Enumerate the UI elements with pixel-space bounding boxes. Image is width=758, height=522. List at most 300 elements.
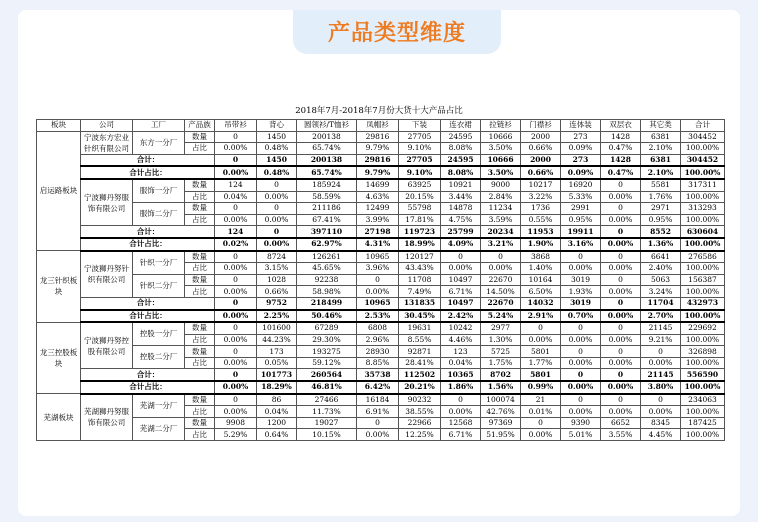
- pct-cell: 28.41%: [399, 357, 441, 369]
- qty-cell: 0: [357, 274, 399, 286]
- pct-cell: 4.63%: [357, 191, 399, 203]
- qty-cell: 10965: [357, 251, 399, 263]
- column-header: 双层衣: [601, 120, 641, 132]
- pct-cell: 0.04%: [215, 191, 257, 203]
- subtotal-qty-cell: 0: [601, 226, 641, 238]
- qty-cell: 1428: [601, 131, 641, 143]
- qty-cell: 304452: [681, 131, 725, 143]
- pct-cell: 0.66%: [257, 286, 297, 298]
- pct-cell: 5.33%: [561, 191, 601, 203]
- pct-cell: 42.76%: [481, 406, 521, 418]
- subtotal-qty-cell: 5801: [521, 369, 561, 381]
- pct-cell: 6.71%: [441, 429, 481, 441]
- pct-cell: 0.00%: [357, 286, 399, 298]
- subtotal-pct-cell: 1.56%: [481, 381, 521, 394]
- subtotal-label: 合计：: [81, 369, 215, 381]
- subtotal-qty-cell: 0: [257, 226, 297, 238]
- subtotal-row: [37, 297, 725, 309]
- subtotal-pct-cell: 0.09%: [561, 166, 601, 179]
- subtotal-qty-cell: 131835: [399, 297, 441, 309]
- subtotal-pct-cell: 0.66%: [521, 166, 561, 179]
- pct-cell: 0.00%: [601, 406, 641, 418]
- pct-cell: 44.23%: [257, 334, 297, 346]
- subtotal-pct-cell: 3.21%: [481, 238, 521, 251]
- qty-cell: 92238: [297, 274, 357, 286]
- factory-cell: 芜湖二分厂: [133, 417, 185, 440]
- qty-cell: 313293: [681, 203, 725, 215]
- subtotal-qty-cell: 24595: [441, 154, 481, 166]
- table-title: 2018年7月-2018年7月份大货十大产品占比: [295, 106, 463, 116]
- subtotal-qty-cell: 19911: [561, 226, 601, 238]
- pct-cell: 0.66%: [521, 143, 561, 155]
- pct-cell: 2.40%: [641, 263, 681, 275]
- metric-label: 占比: [185, 406, 215, 418]
- subtotal-pct-cell: 18.99%: [399, 238, 441, 251]
- subtotal-pct-cell: 0.70%: [561, 310, 601, 323]
- qty-cell: 11234: [481, 203, 521, 215]
- qty-cell: 229692: [681, 322, 725, 334]
- subtotal-pct-cell: 46.81%: [297, 381, 357, 394]
- pct-cell: 0.00%: [561, 406, 601, 418]
- board-cell: 龙三控股板块: [37, 322, 81, 394]
- qty-cell: 21145: [641, 322, 681, 334]
- subtotal-pct-cell: 100.00%: [681, 166, 725, 179]
- subtotal-qty-cell: 630604: [681, 226, 725, 238]
- subtotal-pct-cell: 100.00%: [681, 310, 725, 323]
- subtotal-pct-cell: 1.86%: [441, 381, 481, 394]
- pct-cell: 12.25%: [399, 429, 441, 441]
- pct-cell: 17.81%: [399, 214, 441, 226]
- qty-cell: 0: [215, 274, 257, 286]
- qty-cell: 2991: [561, 203, 601, 215]
- subtotal-pct-cell: 3.16%: [561, 238, 601, 251]
- subtotal-pct-cell: 9.79%: [357, 166, 399, 179]
- pct-cell: 51.95%: [481, 429, 521, 441]
- factory-cell: 服饰一分厂: [133, 179, 185, 203]
- subtotal-qty-cell: 1428: [601, 154, 641, 166]
- pct-cell: 1.76%: [641, 191, 681, 203]
- qty-cell: 0: [521, 322, 561, 334]
- metric-label: 占比: [185, 334, 215, 346]
- pct-cell: 0.04%: [441, 357, 481, 369]
- pct-cell: 10.15%: [297, 429, 357, 441]
- qty-cell: 0: [215, 203, 257, 215]
- qty-cell: 2000: [521, 131, 561, 143]
- qty-cell: 0: [601, 394, 641, 406]
- pct-cell: 45.65%: [297, 263, 357, 275]
- qty-cell: 0: [641, 394, 681, 406]
- subtotal-qty-cell: 10497: [441, 297, 481, 309]
- subtotal-qty-cell: 3019: [561, 297, 601, 309]
- pct-cell: 3.44%: [441, 191, 481, 203]
- column-header: 圆领衫/T恤衫: [297, 120, 357, 132]
- metric-label: 数量: [185, 322, 215, 334]
- subtotal-pct-cell: 3.50%: [481, 166, 521, 179]
- pct-cell: 58.98%: [297, 286, 357, 298]
- subtotal-pct-cell: 0.00%: [601, 310, 641, 323]
- qty-cell: 24595: [441, 131, 481, 143]
- qty-cell: 0: [561, 394, 601, 406]
- subtotal-pct-cell: 6.42%: [357, 381, 399, 394]
- pct-cell: 1.77%: [521, 357, 561, 369]
- pct-cell: 0.55%: [521, 214, 561, 226]
- qty-cell: 86: [257, 394, 297, 406]
- board-cell: 芜湖板块: [37, 394, 81, 441]
- subtotal-pct-cell: 1.90%: [521, 238, 561, 251]
- qty-cell: 6641: [641, 251, 681, 263]
- qty-cell: 126261: [297, 251, 357, 263]
- subtotal-qty-cell: 0: [215, 297, 257, 309]
- metric-label: 数量: [185, 274, 215, 286]
- table-row: [37, 346, 725, 358]
- qty-cell: 6381: [641, 131, 681, 143]
- column-header: 连体装: [561, 120, 601, 132]
- factory-cell: 控股一分厂: [133, 322, 185, 346]
- qty-cell: 211186: [297, 203, 357, 215]
- subtotal-share-row: [37, 166, 725, 179]
- subtotal-qty-cell: 10365: [441, 369, 481, 381]
- qty-cell: 8345: [641, 417, 681, 429]
- subtotal-pct-cell: 1.36%: [641, 238, 681, 251]
- pct-cell: 0.00%: [215, 263, 257, 275]
- pct-cell: 0.00%: [481, 263, 521, 275]
- subtotal-label: 合计：: [81, 226, 215, 238]
- subtotal-qty-cell: 397110: [297, 226, 357, 238]
- header-row: [37, 120, 725, 132]
- pct-cell: 65.74%: [297, 143, 357, 155]
- pct-cell: 3.99%: [357, 214, 399, 226]
- pct-cell: 0.00%: [601, 191, 641, 203]
- qty-cell: 14699: [357, 179, 399, 191]
- qty-cell: 0: [215, 346, 257, 358]
- subtotal-qty-cell: 0: [601, 369, 641, 381]
- pct-cell: 4.46%: [441, 334, 481, 346]
- pct-cell: 3.55%: [601, 429, 641, 441]
- qty-cell: 21: [521, 394, 561, 406]
- subtotal-pct-cell: 20.21%: [399, 381, 441, 394]
- subtotal-pct-cell: 0.02%: [215, 238, 257, 251]
- pct-cell: 0.00%: [561, 357, 601, 369]
- table-row: [37, 417, 725, 429]
- subtotal-qty-cell: 432973: [681, 297, 725, 309]
- subtotal-pct-cell: 0.00%: [215, 310, 257, 323]
- company-cell: 宁波狮丹努服饰有限公司: [81, 179, 133, 226]
- subtotal-pct-cell: 5.24%: [481, 310, 521, 323]
- subtotal-qty-cell: 27705: [399, 154, 441, 166]
- subtotal-row: [37, 226, 725, 238]
- subtotal-label: 合计：: [81, 154, 215, 166]
- subtotal-qty-cell: 21145: [641, 369, 681, 381]
- subtotal-share-label: 合计占比：: [81, 381, 215, 394]
- qty-cell: 6808: [357, 322, 399, 334]
- pct-cell: 9.79%: [357, 143, 399, 155]
- pct-cell: 11.73%: [297, 406, 357, 418]
- qty-cell: 19027: [297, 417, 357, 429]
- qty-cell: 3019: [561, 274, 601, 286]
- factory-cell: 服饰二分厂: [133, 203, 185, 226]
- column-header: 产品族: [185, 120, 215, 132]
- pct-cell: 3.59%: [481, 214, 521, 226]
- qty-cell: 0: [441, 394, 481, 406]
- qty-cell: 120127: [399, 251, 441, 263]
- table-row: [37, 274, 725, 286]
- pct-cell: 0.00%: [601, 286, 641, 298]
- qty-cell: 5725: [481, 346, 521, 358]
- qty-cell: 90232: [399, 394, 441, 406]
- qty-cell: 9000: [481, 179, 521, 191]
- pct-cell: 0.00%: [441, 263, 481, 275]
- column-header: 连衣裙: [441, 120, 481, 132]
- subtotal-qty-cell: 0: [215, 369, 257, 381]
- pct-cell: 9.21%: [641, 334, 681, 346]
- title-badge: [293, 10, 501, 54]
- pct-cell: 29.30%: [297, 334, 357, 346]
- pct-cell: 2.96%: [357, 334, 399, 346]
- pct-cell: 1.30%: [481, 334, 521, 346]
- qty-cell: 10497: [441, 274, 481, 286]
- pct-cell: 3.96%: [357, 263, 399, 275]
- pct-cell: 0.00%: [215, 406, 257, 418]
- pct-cell: 0.00%: [601, 263, 641, 275]
- subtotal-row: [37, 154, 725, 166]
- qty-cell: 187425: [681, 417, 725, 429]
- pct-cell: 100.00%: [681, 214, 725, 226]
- qty-cell: 0: [601, 322, 641, 334]
- qty-cell: 19631: [399, 322, 441, 334]
- pct-cell: 0.00%: [641, 406, 681, 418]
- subtotal-qty-cell: 556590: [681, 369, 725, 381]
- qty-cell: 10217: [521, 179, 561, 191]
- subtotal-pct-cell: 100.00%: [681, 381, 725, 394]
- pct-cell: 59.12%: [297, 357, 357, 369]
- qty-cell: 5581: [641, 179, 681, 191]
- qty-cell: 0: [215, 394, 257, 406]
- qty-cell: 10666: [481, 131, 521, 143]
- qty-cell: 0: [481, 251, 521, 263]
- qty-cell: 16920: [561, 179, 601, 191]
- subtotal-pct-cell: 0.00%: [215, 166, 257, 179]
- qty-cell: 0: [601, 203, 641, 215]
- table-row: [37, 131, 725, 143]
- factory-cell: 控股二分厂: [133, 346, 185, 369]
- pct-cell: 3.24%: [641, 286, 681, 298]
- pct-cell: 8.55%: [399, 334, 441, 346]
- company-cell: 宁波狮丹努控股有限公司: [81, 322, 133, 369]
- pct-cell: 7.49%: [399, 286, 441, 298]
- qty-cell: 5063: [641, 274, 681, 286]
- qty-cell: 5801: [521, 346, 561, 358]
- subtotal-qty-cell: 1450: [257, 154, 297, 166]
- subtotal-share-label: 合计占比：: [81, 166, 215, 179]
- metric-label: 占比: [185, 263, 215, 275]
- subtotal-qty-cell: 22670: [481, 297, 521, 309]
- subtotal-qty-cell: 10666: [481, 154, 521, 166]
- pct-cell: 9.10%: [399, 143, 441, 155]
- pct-cell: 20.15%: [399, 191, 441, 203]
- metric-label: 占比: [185, 143, 215, 155]
- subtotal-qty-cell: 200138: [297, 154, 357, 166]
- pct-cell: 14.50%: [481, 286, 521, 298]
- column-header: 公司: [81, 120, 133, 132]
- subtotal-pct-cell: 65.74%: [297, 166, 357, 179]
- subtotal-pct-cell: 2.10%: [641, 166, 681, 179]
- pct-cell: 67.41%: [297, 214, 357, 226]
- qty-cell: 0: [215, 131, 257, 143]
- qty-cell: 1028: [257, 274, 297, 286]
- subtotal-pct-cell: 0.00%: [601, 238, 641, 251]
- pct-cell: 6.71%: [441, 286, 481, 298]
- pct-cell: 100.00%: [681, 191, 725, 203]
- factory-cell: 芜湖一分厂: [133, 394, 185, 418]
- pct-cell: 58.59%: [297, 191, 357, 203]
- subtotal-qty-cell: 20234: [481, 226, 521, 238]
- subtotal-qty-cell: 260564: [297, 369, 357, 381]
- subtotal-pct-cell: 0.47%: [601, 166, 641, 179]
- pct-cell: 8.08%: [441, 143, 481, 155]
- pct-cell: 100.00%: [681, 286, 725, 298]
- qty-cell: 27705: [399, 131, 441, 143]
- metric-label: 占比: [185, 286, 215, 298]
- qty-cell: 1736: [521, 203, 561, 215]
- subtotal-qty-cell: 8702: [481, 369, 521, 381]
- pct-cell: 43.43%: [399, 263, 441, 275]
- subtotal-share-label: 合计占比：: [81, 310, 215, 323]
- subtotal-pct-cell: 0.99%: [521, 381, 561, 394]
- pct-cell: 2.84%: [481, 191, 521, 203]
- qty-cell: 0: [561, 322, 601, 334]
- pct-cell: 4.45%: [641, 429, 681, 441]
- subtotal-qty-cell: 29816: [357, 154, 399, 166]
- company-cell: 芜湖狮丹努服饰有限公司: [81, 394, 133, 441]
- pct-cell: 0.48%: [257, 143, 297, 155]
- table-body: [37, 120, 725, 441]
- qty-cell: 200138: [297, 131, 357, 143]
- pct-cell: 0.00%: [601, 334, 641, 346]
- subtotal-qty-cell: 0: [215, 154, 257, 166]
- pct-cell: 0.00%: [641, 357, 681, 369]
- subtotal-qty-cell: 27198: [357, 226, 399, 238]
- subtotal-pct-cell: 62.97%: [297, 238, 357, 251]
- company-cell: 宁波东方宏业针织有限公司: [81, 131, 133, 154]
- subtotal-row: [37, 369, 725, 381]
- pct-cell: 0.00%: [257, 214, 297, 226]
- pct-cell: 0.95%: [561, 214, 601, 226]
- subtotal-pct-cell: 9.10%: [399, 166, 441, 179]
- subtotal-share-row: [37, 238, 725, 251]
- pct-cell: 2.10%: [641, 143, 681, 155]
- qty-cell: 2971: [641, 203, 681, 215]
- subtotal-qty-cell: 0: [561, 369, 601, 381]
- subtotal-pct-cell: 2.42%: [441, 310, 481, 323]
- qty-cell: 0: [561, 346, 601, 358]
- subtotal-qty-cell: 9752: [257, 297, 297, 309]
- pct-cell: 0.05%: [257, 357, 297, 369]
- pct-cell: 0.95%: [641, 214, 681, 226]
- page-title: 产品类型维度: [327, 21, 466, 46]
- product-share-table: [36, 119, 725, 441]
- qty-cell: 11708: [399, 274, 441, 286]
- table-row: [37, 203, 725, 215]
- pct-cell: 0.01%: [521, 406, 561, 418]
- pct-cell: 0.47%: [601, 143, 641, 155]
- qty-cell: 156387: [681, 274, 725, 286]
- pct-cell: 3.50%: [481, 143, 521, 155]
- qty-cell: 55798: [399, 203, 441, 215]
- qty-cell: 0: [601, 251, 641, 263]
- pct-cell: 0.00%: [601, 357, 641, 369]
- qty-cell: 0: [641, 346, 681, 358]
- pct-cell: 0.64%: [257, 429, 297, 441]
- qty-cell: 193275: [297, 346, 357, 358]
- table-row: [37, 179, 725, 191]
- metric-label: 数量: [185, 179, 215, 191]
- qty-cell: 0: [215, 251, 257, 263]
- subtotal-qty-cell: 112502: [399, 369, 441, 381]
- subtotal-pct-cell: 4.31%: [357, 238, 399, 251]
- pct-cell: 1.40%: [521, 263, 561, 275]
- qty-cell: 1450: [257, 131, 297, 143]
- qty-cell: 97369: [481, 417, 521, 429]
- subtotal-qty-cell: 14032: [521, 297, 561, 309]
- qty-cell: 124: [215, 179, 257, 191]
- qty-cell: 0: [561, 251, 601, 263]
- metric-label: 占比: [185, 429, 215, 441]
- pct-cell: 0.00%: [561, 263, 601, 275]
- pct-cell: 100.00%: [681, 334, 725, 346]
- column-header: 凤帽衫: [357, 120, 399, 132]
- subtotal-qty-cell: 304452: [681, 154, 725, 166]
- factory-cell: 针织二分厂: [133, 274, 185, 297]
- pct-cell: 6.91%: [357, 406, 399, 418]
- subtotal-pct-cell: 0.00%: [601, 381, 641, 394]
- qty-cell: 173: [257, 346, 297, 358]
- metric-label: 占比: [185, 357, 215, 369]
- pct-cell: 0.00%: [215, 357, 257, 369]
- qty-cell: 22670: [481, 274, 521, 286]
- qty-cell: 29816: [357, 131, 399, 143]
- pct-cell: 1.93%: [561, 286, 601, 298]
- pct-cell: 0.09%: [561, 143, 601, 155]
- pct-cell: 8.85%: [357, 357, 399, 369]
- subtotal-pct-cell: 8.08%: [441, 166, 481, 179]
- subtotal-qty-cell: 8552: [641, 226, 681, 238]
- subtotal-qty-cell: 35738: [357, 369, 399, 381]
- qty-cell: 10921: [441, 179, 481, 191]
- subtotal-pct-cell: 50.46%: [297, 310, 357, 323]
- subtotal-share-row: [37, 381, 725, 394]
- subtotal-pct-cell: 0.00%: [215, 381, 257, 394]
- table-row: [37, 251, 725, 263]
- column-header: 背心: [257, 120, 297, 132]
- subtotal-pct-cell: 0.48%: [257, 166, 297, 179]
- qty-cell: 0: [601, 346, 641, 358]
- pct-cell: 0.00%: [215, 286, 257, 298]
- pct-cell: 100.00%: [681, 263, 725, 275]
- subtotal-pct-cell: 30.45%: [399, 310, 441, 323]
- table-row: [37, 322, 725, 334]
- qty-cell: 0: [257, 203, 297, 215]
- subtotal-qty-cell: 11953: [521, 226, 561, 238]
- qty-cell: 92871: [399, 346, 441, 358]
- metric-label: 占比: [185, 191, 215, 203]
- pct-cell: 0.00%: [521, 334, 561, 346]
- qty-cell: 2977: [481, 322, 521, 334]
- qty-cell: 10242: [441, 322, 481, 334]
- factory-cell: 东方一分厂: [133, 131, 185, 154]
- qty-cell: 317311: [681, 179, 725, 191]
- subtotal-share-row: [37, 310, 725, 323]
- subtotal-qty-cell: 2000: [521, 154, 561, 166]
